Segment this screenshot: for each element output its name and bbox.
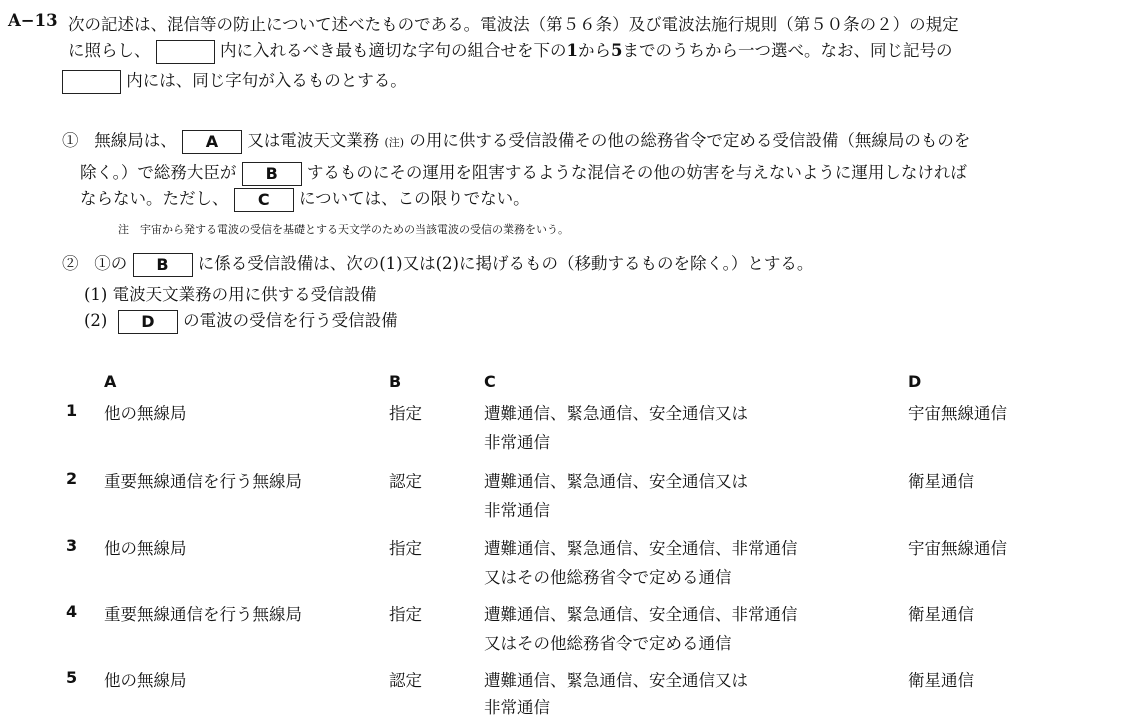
choice-c-line-2: 非常通信: [484, 433, 550, 452]
question-line-2-pre: に照らし、: [68, 41, 151, 60]
para1-marker: ①: [62, 131, 79, 150]
choice-number[interactable]: 1: [66, 401, 78, 420]
choice-max: 5: [610, 41, 623, 60]
blank-box-b: B: [133, 253, 193, 277]
choice-c-line-2: 非常通信: [484, 698, 550, 717]
choice-number[interactable]: 4: [66, 602, 78, 621]
question-line-1: 次の記述は、混信等の防止について述べたものである。電波法（第５６条）及び電波法施行規則（第５０条の２）の規定: [68, 15, 959, 34]
table-header-a: A: [104, 372, 117, 391]
para1-l1-post: の用に供する受信設備その他の総務省令で定める受信設備（無線局のものを: [409, 131, 971, 150]
note-marker: (注): [384, 136, 405, 149]
table-header-b: B: [389, 372, 402, 391]
para2-l1-post: に係る受信設備は、次の(1)又は(2)に掲げるもの（移動するものを除く。）とする。: [197, 254, 814, 273]
choice-min: 1: [566, 41, 578, 60]
footnote: 注 宇宙から発する電波の受信を基礎とする天文学のための当該電波の受信の業務をいう。: [118, 223, 569, 236]
choice-c-line-2: 非常通信: [484, 501, 550, 520]
question-line-2-end: までのうちから一つ選べ。なお、同じ記号の: [622, 41, 953, 60]
choice-d: 衛星通信: [908, 605, 974, 624]
question-number: A−13: [8, 11, 58, 30]
choice-c-line-1: 遭難通信、緊急通信、安全通信、非常通信: [484, 539, 798, 558]
choice-c-line-1: 遭難通信、緊急通信、安全通信又は: [484, 404, 748, 423]
choice-c-line-1: 遭難通信、緊急通信、安全通信、非常通信: [484, 605, 798, 624]
para1-line-3: [80, 185, 530, 212]
para1-l1-pre: 無線局は、: [94, 131, 177, 150]
choice-c-line-1: 遭難通信、緊急通信、安全通信又は: [484, 472, 748, 491]
question-line-2-mid: から: [577, 41, 611, 60]
table-header-c: C: [484, 372, 496, 391]
choice-number[interactable]: 5: [66, 668, 78, 687]
para2-item-2-post: の電波の受信を行う受信設備: [183, 311, 398, 330]
question-line-2-post: 内に入れるべき最も適切な字句の組合せを下の: [220, 41, 567, 60]
choice-a: 他の無線局: [104, 671, 187, 690]
choice-a: 他の無線局: [104, 404, 187, 423]
para1-l1-mid: 又は電波天文業務: [247, 131, 380, 150]
choice-number[interactable]: 3: [66, 536, 78, 555]
choice-c-line-2: 又はその他総務省令で定める通信: [484, 568, 732, 587]
para2-item-1: (1) 電波天文業務の用に供する受信設備: [84, 285, 377, 304]
blank-box-d: D: [118, 310, 178, 334]
choice-b: 認定: [389, 671, 422, 690]
question-line-3-post: 内には、同じ字句が入るものとする。: [126, 71, 407, 90]
para2-item-2-pre: (2): [84, 311, 108, 330]
choice-a: 重要無線通信を行う無線局: [104, 605, 302, 624]
para2-marker: ②: [62, 254, 79, 273]
blank-box-c: C: [234, 188, 294, 212]
para1-l2-pre: 除く。）で総務大臣が: [80, 163, 237, 182]
para1-line-2: [80, 159, 967, 186]
table-header-d: D: [908, 372, 922, 391]
choice-a: 重要無線通信を行う無線局: [104, 472, 302, 491]
choice-b: 指定: [389, 539, 422, 558]
choice-b: 指定: [389, 404, 422, 423]
choice-c-line-2: 又はその他総務省令で定める通信: [484, 634, 732, 653]
question-line-3: [62, 67, 407, 94]
choice-b: 指定: [389, 605, 422, 624]
para1-l3-post: については、この限りでない。: [299, 189, 530, 208]
choice-d: 宇宙無線通信: [908, 539, 1007, 558]
choice-b: 認定: [389, 472, 422, 491]
para2-l1-pre: ①の: [94, 254, 128, 273]
para2-item-2: [84, 307, 398, 334]
choice-d: 衛星通信: [908, 472, 974, 491]
blank-box: [156, 40, 215, 64]
blank-box: [62, 70, 121, 94]
question-line-2: [68, 37, 952, 64]
blank-box-a: A: [182, 130, 242, 154]
para1-line-1: [62, 127, 970, 154]
choice-d: 宇宙無線通信: [908, 404, 1007, 423]
choice-number[interactable]: 2: [66, 469, 78, 488]
para1-l3-pre: ならない。ただし、: [80, 189, 229, 208]
para2-line-1: [62, 250, 813, 277]
choice-a: 他の無線局: [104, 539, 187, 558]
para1-l2-post: するものにその運用を阻害するような混信その他の妨害を与えないように運用しなければ: [306, 163, 967, 182]
choice-c-line-1: 遭難通信、緊急通信、安全通信又は: [484, 671, 748, 690]
blank-box-b: B: [242, 162, 302, 186]
choice-d: 衛星通信: [908, 671, 974, 690]
